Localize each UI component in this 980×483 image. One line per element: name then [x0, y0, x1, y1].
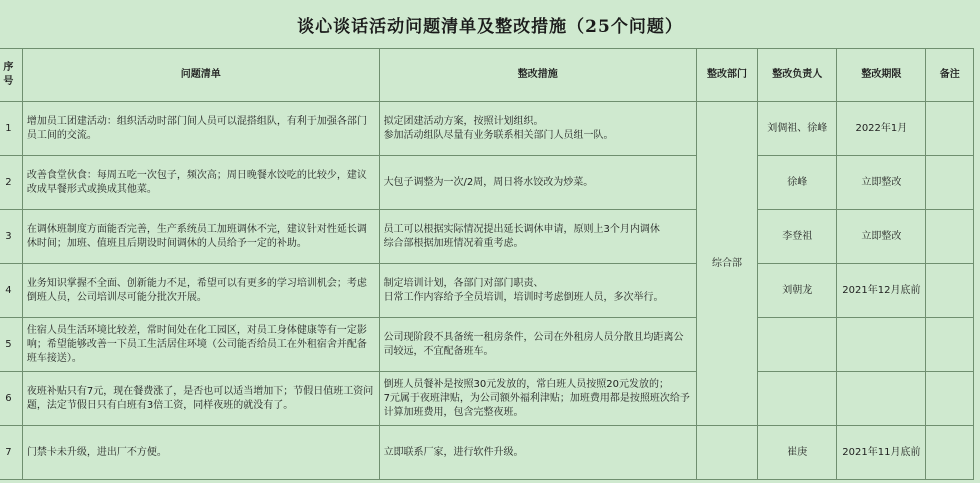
cell-measure[interactable]: 公司现阶段不具备统一租房条件，公司在外租房人员分散且均距离公司较远，不宜配备班车。: [379, 318, 696, 372]
cell-no[interactable]: 3: [0, 210, 22, 264]
cell-owner[interactable]: 刘倜祖、徐峰: [758, 102, 837, 156]
cell-no[interactable]: 6: [0, 372, 22, 426]
issue-table: [0, 48, 974, 480]
cell-issue[interactable]: 改善食堂伙食：每周五吃一次包子，频次高；周日晚餐水饺吃的比较少，建议改成早餐形式或换成其他菜。: [22, 156, 379, 210]
table-row: [0, 372, 974, 426]
table-row: [0, 102, 974, 156]
cell-owner[interactable]: 刘朝龙: [758, 264, 837, 318]
cell-note[interactable]: [926, 210, 974, 264]
cell-measure[interactable]: 大包子调整为一次/2周，周日将水饺改为炒菜。: [379, 156, 696, 210]
cell-deadline[interactable]: [837, 318, 926, 372]
cell-note[interactable]: [926, 372, 974, 426]
cell-issue[interactable]: 门禁卡未升级，进出厂不方便。: [22, 426, 379, 480]
header-measure[interactable]: 整改措施: [379, 49, 696, 102]
cell-dept[interactable]: [696, 426, 757, 480]
table-header-row: [0, 49, 974, 102]
cell-owner[interactable]: 李登祖: [758, 210, 837, 264]
cell-deadline[interactable]: [837, 372, 926, 426]
table-row: [0, 210, 974, 264]
cell-owner[interactable]: [758, 318, 837, 372]
cell-note[interactable]: [926, 156, 974, 210]
cell-issue[interactable]: 业务知识掌握不全面、创新能力不足，希望可以有更多的学习培训机会；考虑倒班人员，公司培训尽可能分批次开展。: [22, 264, 379, 318]
cell-issue[interactable]: 在调休班制度方面能否完善，生产系统员工加班调休不完，建议针对性延长调休时间；加班、值班且后期设时间调休的人员给予一定的补助。: [22, 210, 379, 264]
header-dept[interactable]: 整改部门: [696, 49, 757, 102]
cell-deadline[interactable]: 立即整改: [837, 156, 926, 210]
header-no[interactable]: 序号: [0, 49, 22, 102]
cell-no[interactable]: 5: [0, 318, 22, 372]
cell-deadline[interactable]: 立即整改: [837, 210, 926, 264]
cell-note[interactable]: [926, 264, 974, 318]
header-deadline[interactable]: 整改期限: [837, 49, 926, 102]
cell-owner[interactable]: 徐峰: [758, 156, 837, 210]
cell-measure[interactable]: 倒班人员餐补是按照30元发放的，常白班人员按照20元发放的； 7元属于夜班津贴，为公司额外福利津贴；加班费用都是按照班次给予计算加班费用，包含完整夜班。: [379, 372, 696, 426]
header-owner[interactable]: 整改负责人: [758, 49, 837, 102]
table-row: [0, 318, 974, 372]
page-title: 谈心谈话活动问题清单及整改措施（25个问题）: [297, 16, 683, 37]
cell-issue[interactable]: 夜班补贴只有7元，现在餐费涨了，是否也可以适当增加下；节假日值班工资问题，法定节假日只有白班有3倍工资，同样夜班的就没有了。: [22, 372, 379, 426]
cell-note[interactable]: [926, 102, 974, 156]
cell-note[interactable]: [926, 426, 974, 480]
cell-issue[interactable]: 住宿人员生活环境比较差，常时间处在化工园区，对员工身体健康等有一定影响；希望能够改善一下员工生活居住环境（公司能否给员工在外租宿舍并配备班车接送）。: [22, 318, 379, 372]
header-issue[interactable]: 问题清单: [22, 49, 379, 102]
cell-measure[interactable]: 拟定团建活动方案，按照计划组织。 参加活动组队尽量有业务联系相关部门人员组一队。: [379, 102, 696, 156]
cell-deadline[interactable]: 2022年1月: [837, 102, 926, 156]
cell-deadline[interactable]: 2021年12月底前: [837, 264, 926, 318]
cell-owner[interactable]: [758, 372, 837, 426]
table-row: [0, 426, 974, 480]
cell-measure[interactable]: 员工可以根据实际情况提出延长调休申请，原则上3个月内调休 综合部根据加班情况着重考虑。: [379, 210, 696, 264]
cell-dept-merged[interactable]: 综合部: [696, 102, 757, 426]
cell-issue[interactable]: 增加员工团建活动：组织活动时部门间人员可以混搭组队，有利于加强各部门员工间的交流。: [22, 102, 379, 156]
table-row: [0, 156, 974, 210]
cell-measure[interactable]: 制定培训计划，各部门对部门职责、 日常工作内容给予全员培训，培训时考虑倒班人员，多次举行。: [379, 264, 696, 318]
cell-no[interactable]: 1: [0, 102, 22, 156]
header-note[interactable]: 备注: [926, 49, 974, 102]
table-row: [0, 264, 974, 318]
cell-no[interactable]: 4: [0, 264, 22, 318]
cell-measure[interactable]: 立即联系厂家，进行软件升级。: [379, 426, 696, 480]
cell-owner[interactable]: 崔庚: [758, 426, 837, 480]
cell-note[interactable]: [926, 318, 974, 372]
cell-no[interactable]: 7: [0, 426, 22, 480]
cell-deadline[interactable]: 2021年11月底前: [837, 426, 926, 480]
cell-no[interactable]: 2: [0, 156, 22, 210]
